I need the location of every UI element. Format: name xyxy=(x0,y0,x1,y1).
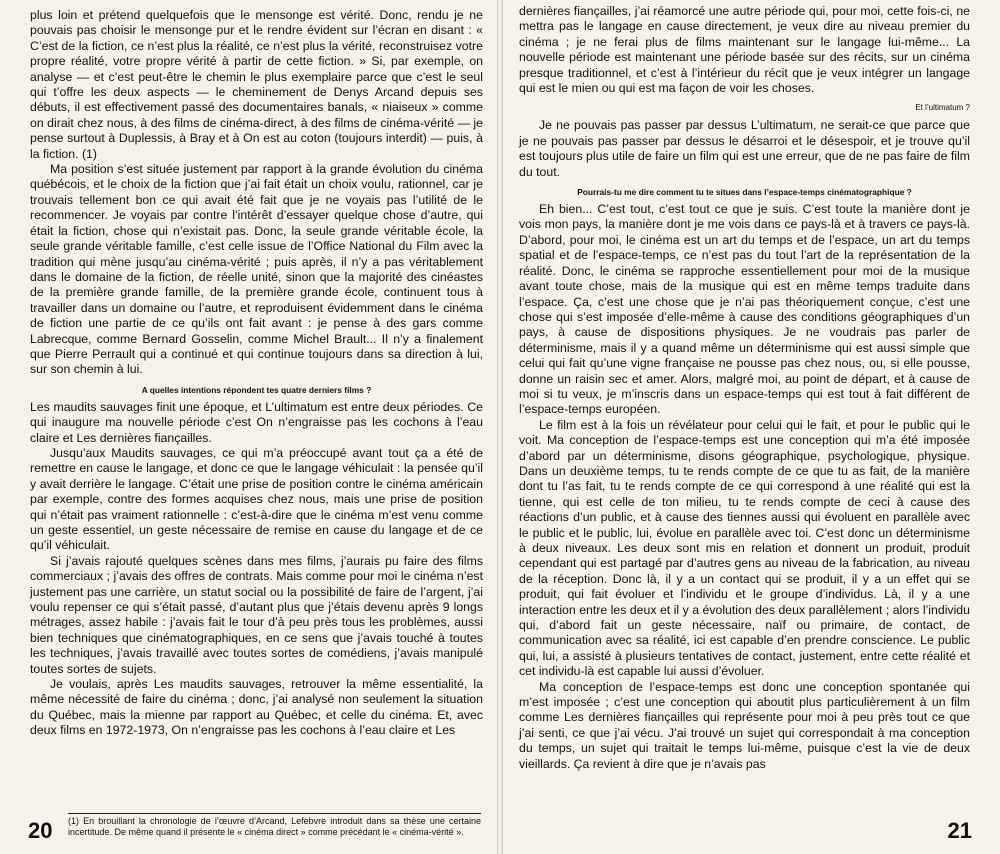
paragraph: Je ne pouvais pas passer par dessus L’ultimatum, ne serait-ce que parce que je ne pouvais pas passer par dessus le désarroi et le désespoir, et je trouve qu’il est toujours plus utile de faire un film qui est une erreur, que de ne pas faire de film du tout. xyxy=(519,118,970,179)
right-page xyxy=(503,0,1000,854)
footnote-text: (1) En brouillant la chronologie de l’œuvre d’Arcand, Lefebvre introduit dans sa thèse une certaine incertitude. De même quand il présente le « cinéma direct » comme précédant le « cinéma-vérité ». xyxy=(68,816,481,838)
paragraph: Jusqu’aux Maudits sauvages, ce qui m’a préoccupé avant tout ça a été de remettre en cause le langage, et donc ce que le langage véhiculait : la pensée qu’il y avait derrière le langage. C’était une prise de position contre le cinéma américain par exemple, contre des formes acquises chez nous, mais une prise de position qui n’était pas vraiment rationnelle : c’est-à-dire que le cinéma m’est venu comme un geste essentiel, un geste nécessaire de remise en cause du langage et de ce qu’il véhiculait. xyxy=(30,445,483,553)
interview-question: Et l’ultimatum ? xyxy=(915,103,970,113)
paragraph: Les maudits sauvages finit une époque, et L’ultimatum est entre deux périodes. Ce qui inaugure ma nouvelle période c’est On n’engraisse pas les cochons à l’eau claire et Les dernières fiançailles. xyxy=(30,399,483,445)
paragraph: Si j’avais rajouté quelques scènes dans mes films, j’aurais pu faire des films commerciaux ; j’avais des offres de contrats. Mais comme pour moi le cinéma n’est justement pas une carrière, un statut social ou la possibilité de faire de l’argent, j’ai voulu repenser ce qui s’était passé, d’autant plus que j’étais devenu après 9 longs métrages, assez habile : j’avais fait le tour d’à peu près tous les problèmes, aussi bien techniques que cinématographiques, en ce sens que j’avais touché à toutes les techniques, j’avais travaillé avec toutes sortes de comédiens, j’avais manipulé toutes sortes de sujets. xyxy=(30,553,483,676)
paragraph: Ma conception de l’espace-temps est donc une conception spontanée qui m’est imposée ; c’est une conception qui aboutit plus particulièrement à un film comme Les dernières fiançailles qui représente pour moi à peu près tout ce que j’ai senti, ce que j’ai vécu. J’ai trouvé un sujet qui correspondait à ma conception du temps, un sujet qui traitait le temps lui-même, puisque c’est la vie de deux vieillards. Ça revient à dire que je n’avais pas xyxy=(519,679,970,771)
paragraph: Je voulais, après Les maudits sauvages, retrouver la même essentialité, la même nécessité de faire du cinéma ; donc, j’ai analysé non seulement la situation du Québec, mais la mienne par rapport au Québec, et celle du cinéma. Et, avec deux films en 1972-1973, On n’engraisse pas les cochons à l’eau claire et Les xyxy=(30,677,483,738)
left-page xyxy=(0,0,497,854)
paragraph: plus loin et prétend quelquefois que le mensonge est vérité. Donc, rendu je ne pouvais pas choisir le mensonge pur et le rendre évident sur l’écran en disant : « C’est de la fiction, ce n’est plus la réalité, ce n’est plus la vérité, reconstruisez votre propre réalité, votre propre vérité à partir de cette fiction. » Si, par exemple, on analyse — et c’est peut-être le chemin le plus exemplaire parce que c’est le seul qui t’offre les deux aspects — le cheminement de Denys Arcand depuis ses débuts, il est effectivement passé des documentaires banals, « niaiseux » comme on dirait chez nous, à des films de cinéma-direct, à des films de cinéma-vérité — je pense surtout à Duplessis, à Bray et à On est au coton (toujours interdit) — puis, à la fiction. (1) xyxy=(30,8,483,161)
paragraph: Eh bien... C’est tout, c’est tout ce que je suis. C’est toute la manière dont je vois mon pays, la manière dont je me vois dans ce pays-là et à travers ce pays-là. D’abord, pour moi, le cinéma est un art du temps et de l’espace, un art du temps spatial et de l’espace-temps, ce n’est pas du tout l’art de la représentation de la réalité. Donc, le cinéma se rapproche essentiellement pour moi de la musique avant toute chose, mais de la musique qui est en même temps traduite dans l’espace. Ça, c’est une chose que je n’ai pas théoriquement conçue, c’est une chose qui s’est imposée d’elle-même à cause des conditions géographiques d’un pays, à cause de dispositions physiques. Je ne voudrais pas parler de déterminisme, mais il y a quand même un déterminisme qui est aussi simple que celui qui fait qu’une vigne française ne pousse pas chez nous, ou, si elle pousse, donne un raisin sec et amer. Alors, malgré moi, au point de départ, et à cause de moi si tu veux, je m’inscris dans un espace-temps qui est tout à fait différent de l’espace-temps européen. xyxy=(519,202,970,417)
page-number-right: 21 xyxy=(947,818,972,843)
page-number-left: 20 xyxy=(28,818,53,843)
paragraph: Le film est à la fois un révélateur pour celui qui le fait, et pour le public qui le voit. Ma conception de l’espace-temps est une conception qui m’a été imposée d’abord par un déterminisme, disons géographique, psychologique, physique. Dans un deuxième temps, tu te rends compte de ce que tu as fait, de la manière dont tu l’as fait, tu te rends compte de ce qui correspond à une réalité qui est la tienne, qui est celle de ton milieu, tu te rends compte de ceci à cause des réactions d’un public, et à cause des tiennes aussi qui évoluent en parallèle avec le public et le public, lui, évolue en parallèle avec toi. C’est donc un déterminisme à deux niveaux. Les deux sont mis en relation et donnent un produit, produit cependant qui est partagé par d’autres gens au niveau de la fabrication, au niveau de la réception. Donc là, il y a un contact qui se produit, il y a un effet qui se produit, qui fait évoluer et l’individu et le groupe d’individus. Là, il y a une interaction entre les deux et il y a évolution des deux parallèlement ; alors l’individu qui, d’abord fait un geste nécessaire, naïf ou primaire, de contact, de communication avec sa réalité, ici est capable d’en prendre conscience. Le public qui, lui, a assisté à plusieurs tentatives de contact, justement, entre cette réalité et cet individu-là est capable lui aussi d’évoluer. xyxy=(519,417,970,679)
interview-question: Pourrais-tu me dire comment tu te situes dans l’espace-temps cinématographique ? xyxy=(577,187,912,198)
interview-question: A quelles intentions répondent tes quatre derniers films ? xyxy=(141,384,372,395)
paragraph: dernières fiançailles, j’ai réamorcé une autre période qui, pour moi, cette fois-ci, ne mettra pas le langage en cause directement, je veux dire au niveau premier du cinéma ; je ne ferai plus de films maintenant sur le langage lui-même... La nouvelle période est maintenant une période basée sur des récits, sur un cinéma presque traditionnel, et c’est à l’intérieur du récit que je veux intégrer un langage qui est le mien ou qui est ma façon de voir les choses. xyxy=(519,4,970,96)
footnote xyxy=(68,813,481,839)
paragraph: Ma position s’est située justement par rapport à la grande évolution du cinéma québécois, et le choix de la fiction que j’ai fait était un choix voulu, rationnel, car je trouvais tellement bon ce qui avait été fait que je ne voyais pas l’utilité de le recommencer. Je voyais par contre l’intérêt d’essayer quelque chose d’autre, qui était la fiction, chose qui n’existait pas. Donc, la seule grande véritable école, la seule grande véritable famille, c’est celle issue de l’Office National du Film avec la tradition qui mène jusqu’au cinéma-vérité ; puis après, il n’y a pas véritablement dans le domaine de la fiction, de réelle unité, sinon que la majorité des cinéastes de la première grande famille, de la première grande école, continuent tous à travailler dans un domaine ou l’autre, et reproduisent évidemment dans le cinéma de fiction une partie de ce qu’ils ont fait avant : je pense à des gars comme Labrecque, comme Bernard Gosselin, comme Michel Brault... Il n’y a finalement que Pierre Perrault qui a continué et qui continue toujours dans sa direction à lui, sur son chemin à lui. xyxy=(30,162,483,377)
